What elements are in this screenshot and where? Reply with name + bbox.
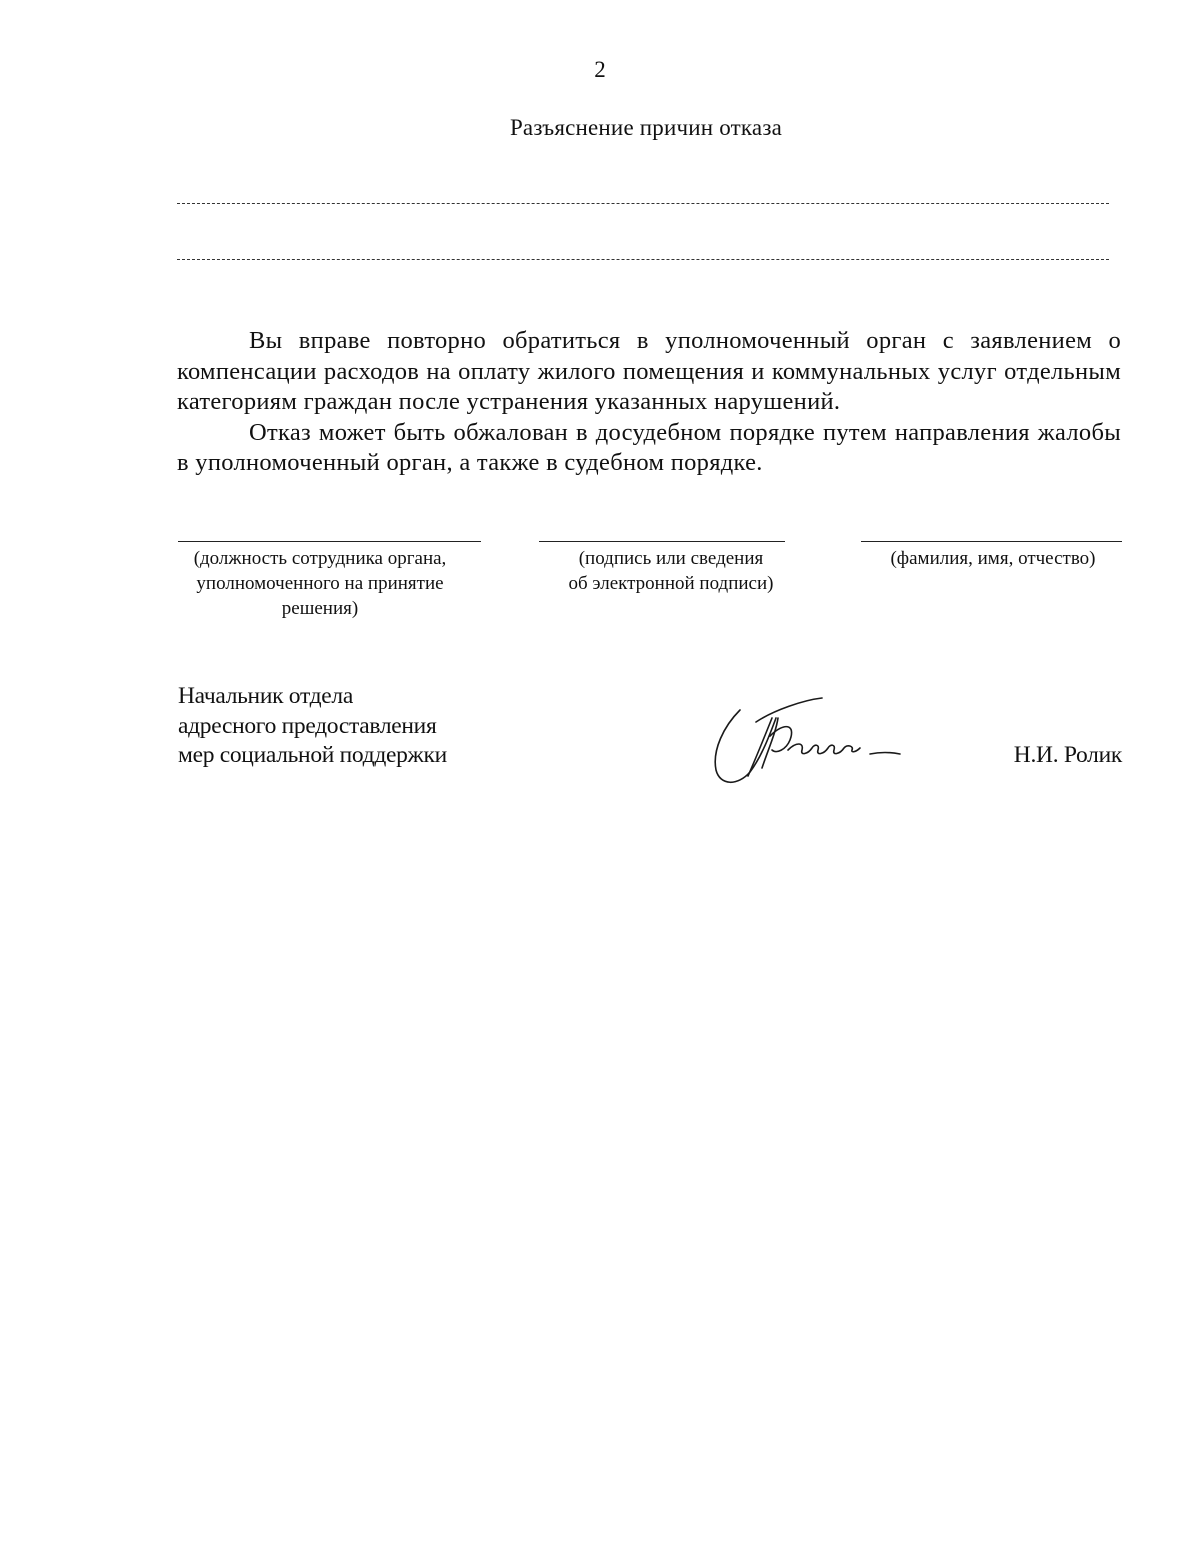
official-title <box>178 682 538 771</box>
fullname-caption <box>866 546 1120 571</box>
caption-line: уполномоченного на принятие <box>196 573 444 594</box>
body-text <box>177 326 1121 479</box>
signature-caption <box>540 546 802 596</box>
caption-line: об электронной подписи) <box>568 573 774 594</box>
official-title-line: мер социальной поддержки <box>178 742 447 768</box>
section-heading: Разъяснение причин отказа <box>509 115 783 140</box>
refusal-reason-line-1 <box>177 203 1109 204</box>
refusal-reason-line-2 <box>177 259 1109 260</box>
fullname-blank-line <box>861 541 1122 542</box>
handwritten-signature <box>704 688 910 792</box>
caption-line: (должность сотрудника органа, <box>193 548 447 569</box>
position-caption <box>170 546 470 621</box>
caption-line: (подпись или сведения <box>578 548 764 569</box>
official-title-line: адресного предоставления <box>178 712 437 739</box>
position-blank-line <box>178 541 481 542</box>
page-number: 2 <box>594 57 606 82</box>
caption-line: решения) <box>281 598 359 619</box>
official-title-line: Начальник отдела <box>178 683 353 709</box>
signature-blank-line <box>539 541 785 542</box>
paragraph-appeal: Отказ может быть обжалован в досудебном порядке путем направления жалобы в уполномоченный орган, а также в судебном порядке. <box>177 418 1121 476</box>
official-name: Н.И. Ролик <box>1013 742 1122 768</box>
paragraph-reapply: Вы вправе повторно обратиться в уполномоченный орган с заявлением о компенсации расходов на оплату жилого помещения и коммунальных услуг отдельным категориям граждан после устранения указанных нарушений. <box>177 327 1121 415</box>
caption-line: (фамилия, имя, отчество) <box>890 548 1096 569</box>
